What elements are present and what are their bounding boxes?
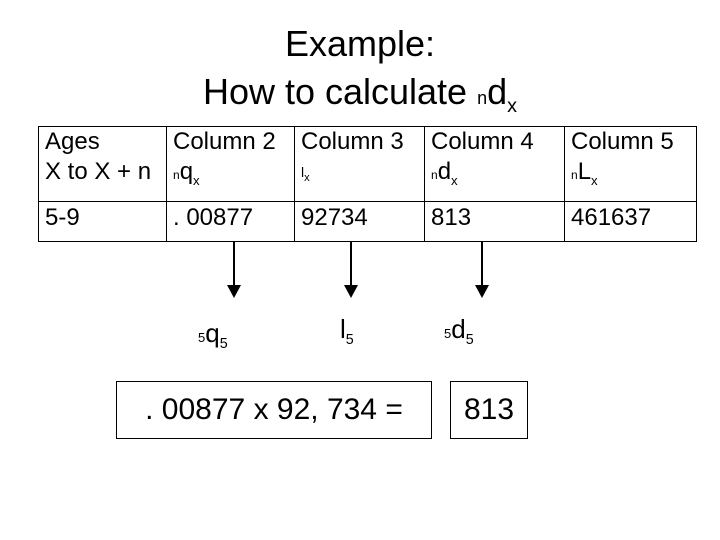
header-column-5: Column 5 (571, 128, 674, 155)
header-symbol-nlx: $nL_x$ (571, 158, 598, 188)
table-header-row (39, 127, 697, 202)
header-cell-column-3 (295, 127, 425, 202)
title-text: How to calculate (202, 71, 478, 112)
header-column-4: Column 4 (431, 128, 534, 155)
result-box: 813 (450, 381, 528, 439)
header-ages: Ages (45, 128, 100, 155)
header-symbol-nqx: $nq_x$ (173, 158, 200, 188)
header-cell-column-4 (425, 127, 565, 202)
arrow-down-icon (233, 242, 235, 286)
arrow-down-icon (350, 242, 352, 286)
title-line-1: Example: (284, 23, 436, 64)
cell-lx: 92734 (295, 201, 425, 241)
header-column-3: Column 3 (301, 128, 404, 155)
arrow-down-icon (481, 242, 483, 286)
cell-ages: 5-9 (39, 201, 167, 241)
header-symbol-ndx: $nd_x$ (431, 158, 458, 188)
header-cell-column-2 (167, 127, 295, 202)
cell-nqx: . 00877 (167, 201, 295, 241)
title-line-2 (0, 72, 720, 126)
header-column-2: Column 2 (173, 128, 276, 155)
title-symbol: d (487, 71, 508, 112)
symbol-5q5: $5q_5$ (198, 318, 228, 353)
table-row (39, 201, 697, 241)
header-age-range: X to X + n (45, 158, 152, 185)
header-cell-ages (39, 127, 167, 202)
cell-nlx: 461637 (565, 201, 697, 241)
header-symbol-lx: $l_x$ (301, 164, 310, 184)
symbol-l5: $l_5$ (340, 314, 354, 349)
cell-ndx: 813 (425, 201, 565, 241)
title-prefix: n (477, 88, 488, 108)
life-table (38, 126, 697, 242)
title-subscript: x (507, 95, 518, 118)
header-cell-column-5 (565, 127, 697, 202)
equation-box: . 00877 x 92, 734 = (116, 381, 432, 439)
symbol-5d5: $5d_5$ (444, 314, 474, 349)
